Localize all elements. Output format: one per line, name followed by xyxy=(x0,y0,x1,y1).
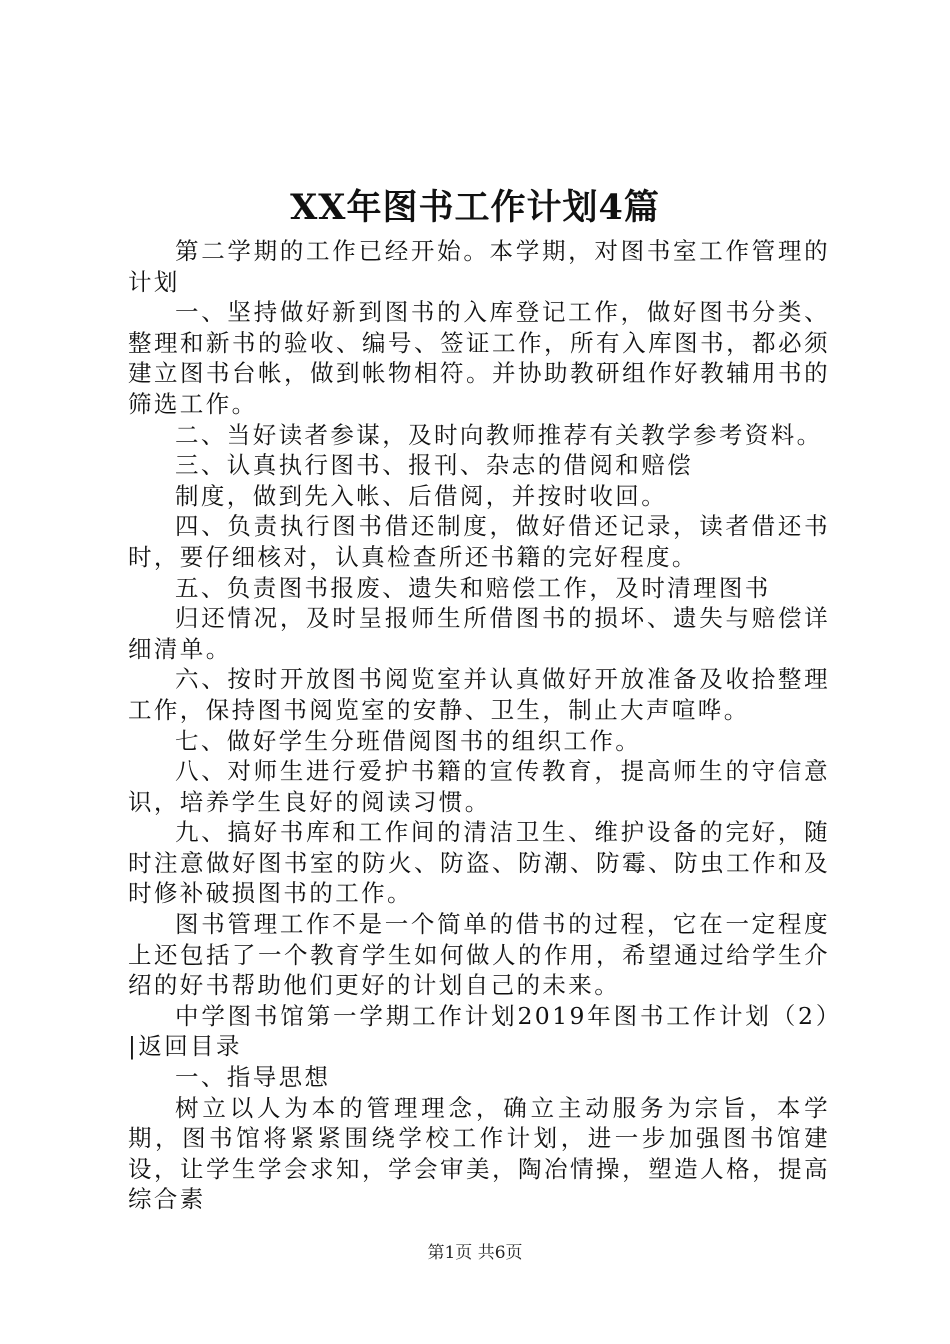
paragraph: 图书管理工作不是一个简单的借书的过程，它在一定程度上还包括了一个教育学生如何做人的作用，希望通过给学生介绍的好书帮助他们更好的计划自己的未来。 xyxy=(128,910,830,1000)
paragraph: 树立以人为本的管理理念，确立主动服务为宗旨，本学期，图书馆将紧紧围绕学校工作计划，进一步加强图书馆建设，让学生学会求知，学会审美，陶冶情操，塑造人格，提高综合素 xyxy=(128,1093,830,1214)
paragraph: 四、负责执行图书借还制度，做好借还记录，读者借还书时，要仔细核对，认真检查所还书籍的完好程度。 xyxy=(128,512,830,571)
page-number: 第1页 共6页 xyxy=(427,1243,523,1263)
paragraph: 一、坚持做好新到图书的入库登记工作，做好图书分类、整理和新书的验收、编号、签证工作，所有入库图书，都必须建立图书台帐，做到帐物相符。并协助教研组作好教辅用书的筛选工作。 xyxy=(128,298,830,418)
section-heading: 一、指导思想 xyxy=(175,1063,331,1092)
paragraph: 制度，做到先入帐、后借阅，并按时收回。 xyxy=(175,481,668,510)
paragraph: 七、做好学生分班借阅图书的组织工作。 xyxy=(175,726,642,755)
paragraph: 八、对师生进行爱护书籍的宣传教育，提高师生的守信意识，培养学生良好的阅读习惯。 xyxy=(128,757,830,816)
paragraph: 二、当好读者参谋，及时向教师推荐有关教学参考资料。 xyxy=(175,420,823,449)
paragraph: 六、按时开放图书阅览室并认真做好开放准备及收拾整理工作，保持图书阅览室的安静、卫生，制止大声喧哗。 xyxy=(128,665,830,724)
document-title: XX年图书工作计划4篇 xyxy=(290,187,660,228)
paragraph: 第二学期的工作已经开始。本学期，对图书室工作管理的计划 xyxy=(128,237,830,296)
paragraph: 三、认真执行图书、报刊、杂志的借阅和赔偿 xyxy=(175,451,693,480)
document-body xyxy=(128,236,830,1215)
back-to-toc-paragraph: 中学图书馆第一学期工作计划2019年图书工作计划（2）|返回目录 xyxy=(128,1001,830,1061)
paragraph: 九、搞好书库和工作间的清洁卫生、维护设备的完好，随时注意做好图书室的防火、防盗、防潮、防霉、防虫工作和及时修补破损图书的工作。 xyxy=(128,818,830,908)
paragraph: 五、负责图书报废、遗失和赔偿工作，及时清理图书 xyxy=(175,573,771,602)
paragraph: 归还情况，及时呈报师生所借图书的损坏、遗失与赔偿详细清单。 xyxy=(128,604,830,663)
